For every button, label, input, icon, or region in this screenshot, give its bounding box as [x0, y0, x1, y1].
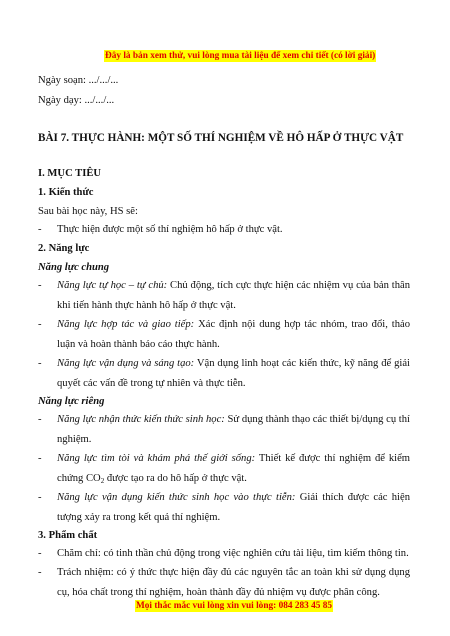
- item-label: Năng lực nhận thức kiến thức sinh học:: [57, 414, 225, 425]
- item-text-tail: được tạo ra do hô hấp ở thực vật.: [104, 472, 247, 484]
- bullet-dash: -: [38, 224, 42, 235]
- bullet-dash: -: [38, 358, 42, 369]
- lesson-title: BÀI 7. THỰC HÀNH: MỘT SỐ THÍ NGHIỆM VỀ HÔ HẤP Ở THỰC VẬT: [38, 132, 404, 144]
- date-taught: Ngày dạy: .../.../...: [38, 95, 115, 106]
- specific-competence-item: [57, 449, 410, 488]
- bullet-dash: -: [38, 548, 42, 559]
- general-competence-heading: Năng lực chung: [38, 262, 110, 273]
- general-competence-item: [57, 354, 410, 393]
- date-prepared: Ngày soạn: .../.../...: [38, 75, 119, 86]
- item-text: Chủ động, tích cực thực hiện các nhiệm vụ của bản thân khi tiến hành thực hành hô hấp ở thực vật.: [57, 280, 410, 311]
- specific-competence-item: [57, 410, 410, 449]
- competence-heading: 2. Năng lực: [38, 243, 90, 254]
- general-competence-item: [57, 315, 410, 354]
- item-text: Xác định nội dung hợp tác nhóm, trao đổi, thảo luận và hoàn thành báo cáo thực hành.: [57, 319, 410, 350]
- bullet-dash: -: [38, 567, 42, 578]
- contact-banner: Mọi thắc mắc vui lòng xin vui lòng: 084 283 45 85: [136, 601, 333, 611]
- item-label: Năng lực tự học – tự chủ:: [57, 280, 168, 291]
- specific-competence-item: [57, 488, 410, 527]
- bullet-dash: -: [38, 414, 42, 425]
- qualities-heading: 3. Phẩm chất: [38, 530, 98, 541]
- bullet-dash: -: [38, 492, 42, 503]
- knowledge-heading: 1. Kiến thức: [38, 187, 94, 198]
- quality-item: Chăm chỉ: có tinh thần chủ động trong việc nghiên cứu tài liệu, tìm kiếm thông tin.: [57, 548, 409, 559]
- section-heading: I. MỤC TIÊU: [38, 168, 102, 179]
- quality-item: Trách nhiệm: có ý thức thực hiện đầy đủ các nguyên tắc an toàn khi sử dụng dụng cụ, hóa chất trong thí nghiệm, hoàn thành đầy đủ nhiệm vụ được phân công.: [57, 567, 410, 598]
- item-text: Vận dụng linh hoạt các kiến thức, kỹ năng để giải quyết các vấn đề trong tự nhiên và thực tiễn.: [57, 358, 410, 389]
- general-competence-item: [57, 276, 410, 315]
- knowledge-intro: Sau bài học này, HS sẽ:: [38, 206, 138, 217]
- item-label: Năng lực vận dụng và sáng tạo:: [57, 358, 195, 369]
- item-label: Năng lực hợp tác và giao tiếp:: [57, 319, 195, 330]
- specific-competence-heading: Năng lực riêng: [38, 396, 105, 407]
- preview-banner: Đây là bản xem thử, vui lòng mua tài liệu để xem chi tiết (có lời giải): [105, 51, 376, 61]
- bullet-dash: -: [38, 453, 42, 464]
- item-text: Thiết kế được thí nghiệm để kiểm chứng CO: [57, 453, 411, 484]
- item-text: Giải thích được các hiện tượng xảy ra trong kết quả thí nghiệm.: [57, 492, 410, 523]
- item-label: Năng lực vận dụng kiến thức sinh học vào thực tiễn:: [57, 492, 296, 503]
- bullet-dash: -: [38, 319, 42, 330]
- subscript: 2: [100, 476, 105, 485]
- item-text: Sử dụng thành thạo các thiết bị/dụng cụ thí nghiệm.: [57, 414, 410, 445]
- bullet-dash: -: [38, 280, 42, 291]
- knowledge-item: Thực hiện được một số thí nghiệm hô hấp ở thực vật.: [57, 224, 283, 235]
- item-label: Năng lực tìm tòi và khám phá thế giới sống:: [57, 453, 256, 464]
